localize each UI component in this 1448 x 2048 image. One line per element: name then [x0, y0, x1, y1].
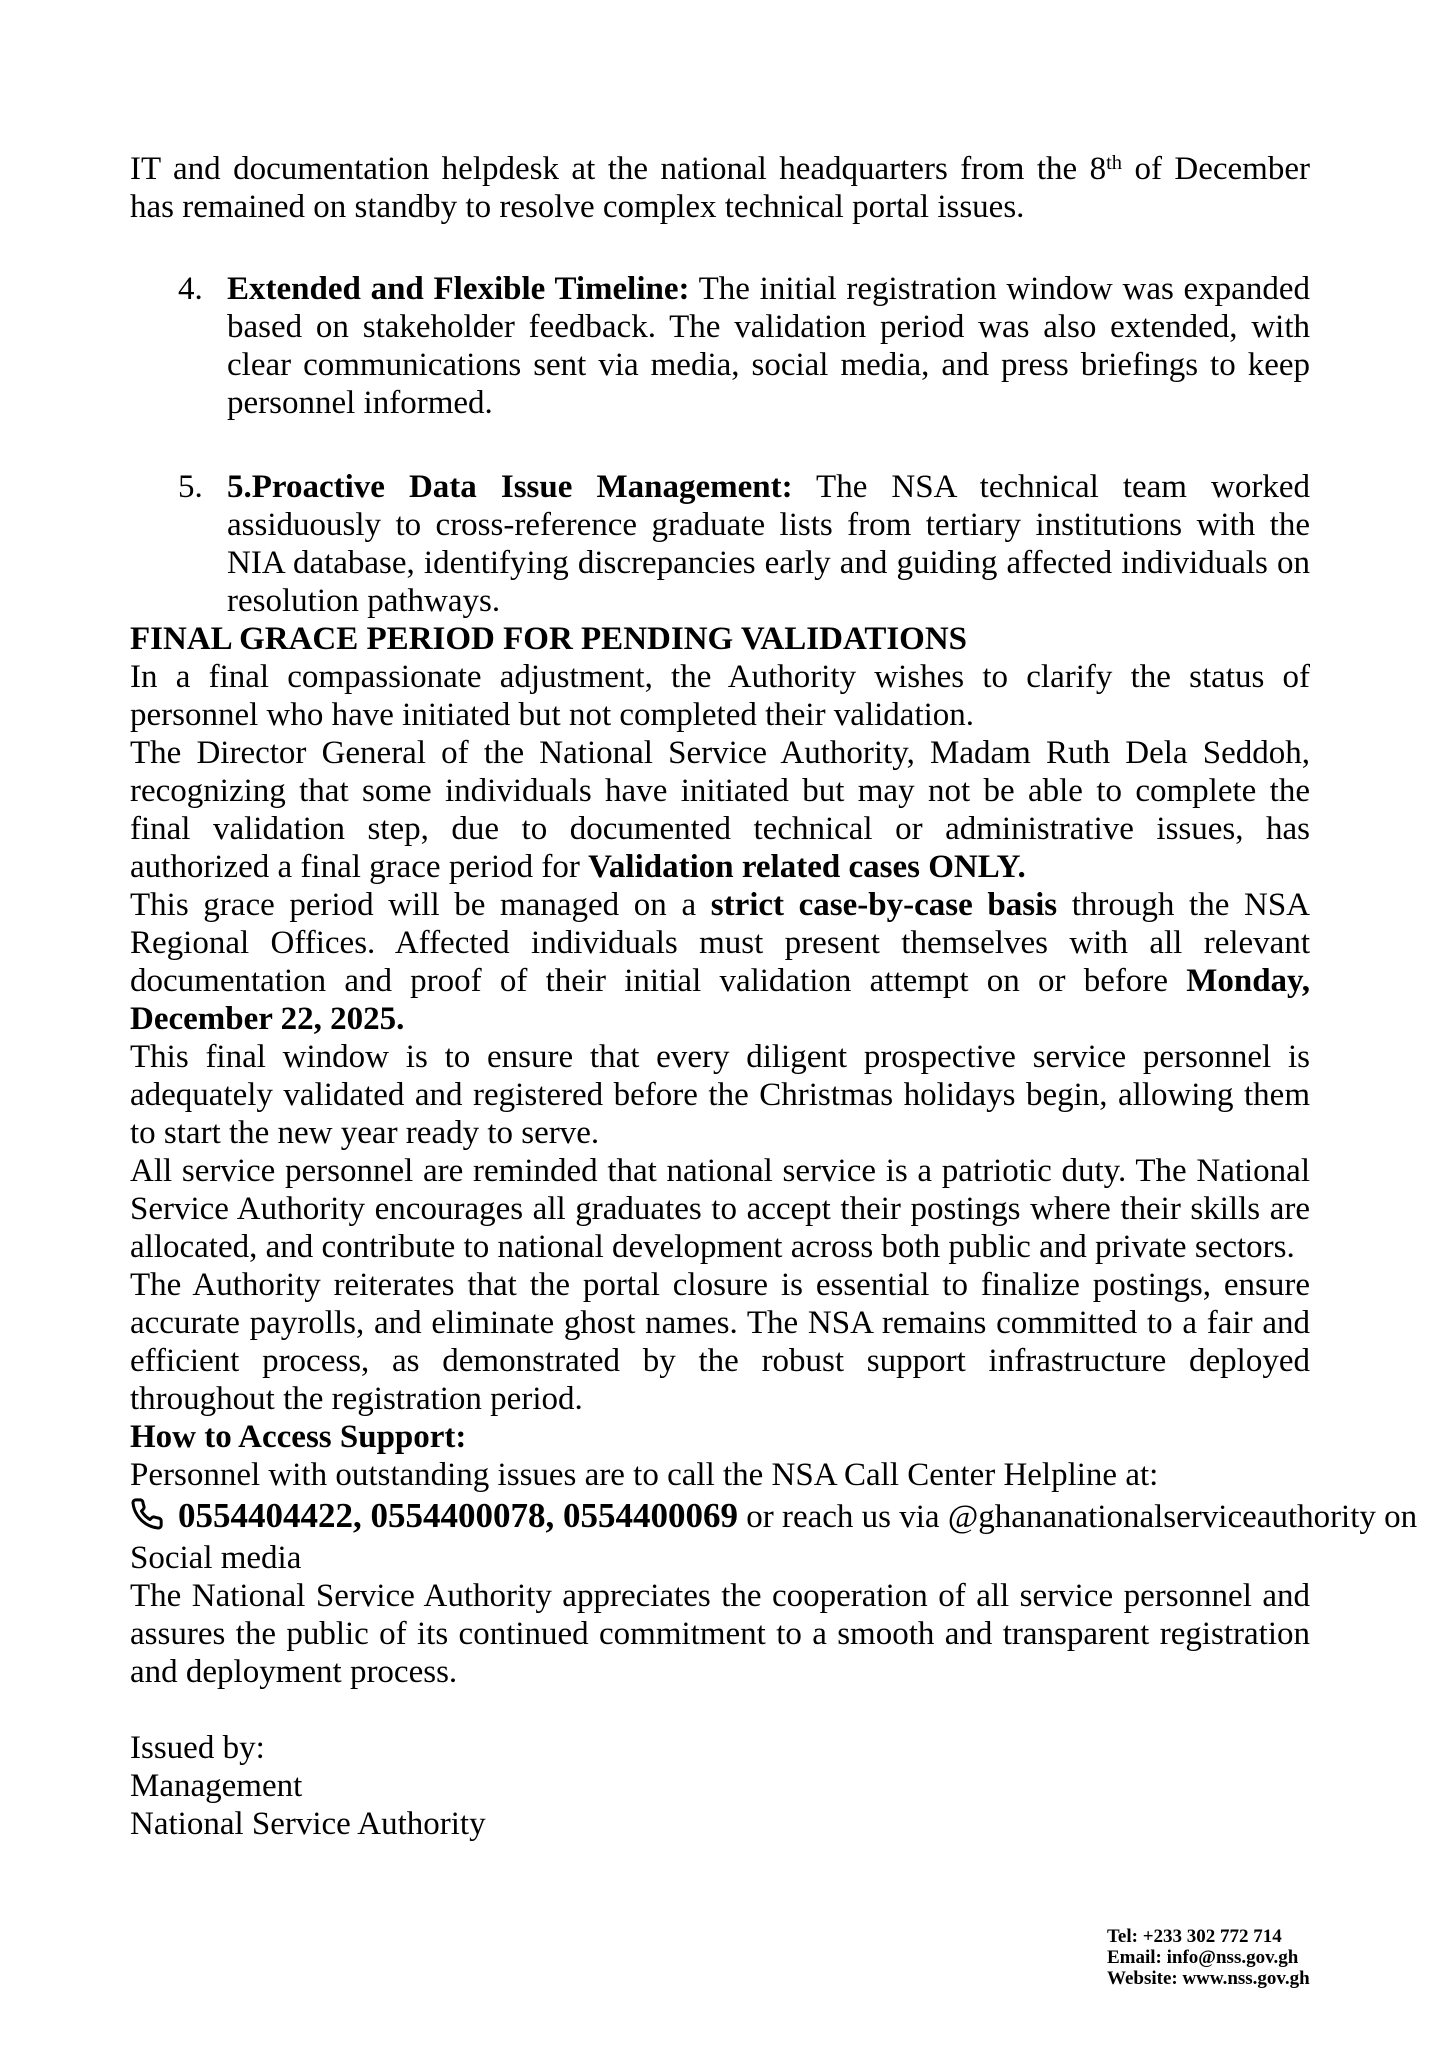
list-number-5: 5. [178, 469, 203, 505]
text-run: of December has remained on standby to resolve complex technical portal issues. [130, 151, 1310, 225]
list-item-5 [130, 468, 1310, 620]
helpline-numbers: 0554404422, 0554400078, 0554400069 [178, 1496, 738, 1535]
list-item-4-title: Extended and Flexible Timeline: [227, 271, 690, 307]
list-item-5-title: 5.Proactive Data Issue Management: [227, 469, 793, 505]
heading-how-to-access-support: How to Access Support: [130, 1419, 467, 1455]
paragraph-portal-closure: The Authority reiterates that the portal closure is essential to finalize postings, ensure accurate payrolls, and eliminate ghost names. The NSA remains committed to a fair and efficient process, as demonstrated by the robust support infrastructure deployed throughout the registration period. [130, 1267, 1310, 1417]
bold-run-validation-cases: Validation related cases ONLY. [588, 849, 1026, 885]
helpline-line [130, 1494, 1418, 1539]
list-item-5-body: The NSA technical team worked assiduously to cross-reference graduate lists from tertiary institutions with the NIA database, identifying discrepancies early and guiding affected individuals on resolution pathways. [227, 469, 1310, 619]
bold-run-deadline-date: Monday, December 22, 2025. [130, 963, 1310, 1037]
text-run: IT and documentation helpdesk at the national headquarters from the 8 [130, 151, 1107, 187]
paragraph-helpdesk-continuation [130, 150, 1310, 226]
paragraph-grace-5: All service personnel are reminded that national service is a patriotic duty. The National Service Authority encourages all graduates to accept their postings where their skills are allocated, and contribute to national development across both public and private sectors. [130, 1153, 1310, 1265]
paragraph-helpline-intro: Personnel with outstanding issues are to call the NSA Call Center Helpline at: [130, 1457, 1159, 1493]
text-run: through the NSA Regional Offices. Affected individuals must present themselves with all relevant documentation and proof of their initial validation attempt on or before [130, 887, 1311, 999]
paragraph-social-media: Social media [130, 1540, 302, 1576]
footer-email: Email: info@nss.gov.gh [1107, 1947, 1299, 1968]
superscript-th: th [1106, 151, 1123, 174]
signature-authority: National Service Authority [130, 1806, 486, 1842]
text-run: or reach us via @ghananationalserviceauthority on [738, 1499, 1418, 1535]
paragraph-grace-2 [130, 734, 1310, 886]
paragraph-grace-1: In a final compassionate adjustment, the Authority wishes to clarify the status of personnel who have initiated but not completed their validation. [130, 659, 1310, 733]
document-content [130, 150, 1418, 1843]
phone-icon [130, 1496, 164, 1539]
signature-block [130, 1729, 1310, 1843]
paragraph-appreciation: The National Service Authority appreciates the cooperation of all service personnel and assures the public of its continued commitment to a smooth and transparent registration and deployment process. [130, 1578, 1310, 1690]
list-item-4-body: The initial registration window was expanded based on stakeholder feedback. The validation period was also extended, with clear communications sent via media, social media, and press briefings to keep personnel informed. [227, 271, 1310, 421]
list-item-4 [130, 270, 1310, 422]
bold-run-case-by-case: strict case-by-case basis [710, 887, 1058, 923]
text-run: This grace period will be managed on a [130, 887, 711, 923]
list-number-4: 4. [178, 271, 203, 307]
contact-footer [1107, 1926, 1310, 1989]
text-run: The Director General of the National Service Authority, Madam Ruth Dela Seddoh, recognizing that some individuals have initiated but may not be able to complete the final validation step, due to documented technical or administrative issues, has authorized a final grace period for [130, 735, 1310, 885]
footer-website: Website: www.nss.gov.gh [1107, 1968, 1310, 1989]
signature-issued-by: Issued by: [130, 1730, 265, 1766]
paragraph-grace-4: This final window is to ensure that every diligent prospective service personnel is adequately validated and registered before the Christmas holidays begin, allowing them to start the new year ready to serve. [130, 1039, 1310, 1151]
signature-management: Management [130, 1768, 303, 1804]
heading-final-grace-period: FINAL GRACE PERIOD FOR PENDING VALIDATIONS [130, 621, 968, 657]
footer-tel: Tel: +233 302 772 714 [1107, 1926, 1282, 1947]
paragraph-grace-3 [130, 886, 1310, 1038]
